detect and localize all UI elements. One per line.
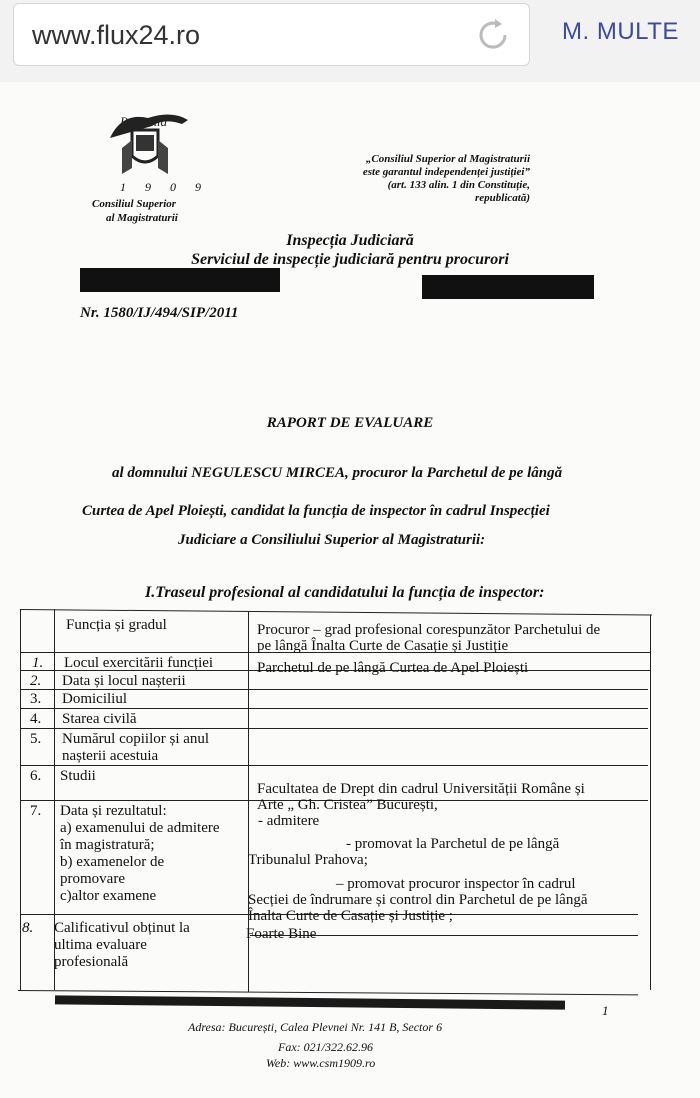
table-label: a) examenului de admitere	[60, 820, 220, 836]
table-value: Parchetul de pe lângă Curtea de Apel Ploiești	[257, 660, 529, 676]
table-value: Procuror – grad profesional corespunzător Parchetului de	[257, 622, 601, 638]
table-num: 7.	[30, 803, 42, 819]
logo-year: 1 9 0 9	[120, 180, 209, 194]
table-value: Arte „ Gh. Cristea” București,	[257, 797, 438, 813]
constitution-quote	[318, 153, 530, 205]
table-value: Secției de îndrumare și control din Parchetul de pe lângă	[248, 892, 588, 908]
table-label: ultima evaluare	[54, 937, 147, 953]
table-label: promovare	[60, 871, 125, 887]
table-label: Domiciliul	[62, 691, 127, 707]
footer-web: Web: www.csm1909.ro	[266, 1056, 376, 1070]
logo-text-line1: Consiliul Superior	[92, 198, 177, 210]
report-title: RAPORT DE EVALUARE	[266, 415, 434, 431]
table-value: - admitere	[258, 813, 320, 829]
redaction-bar-left	[80, 268, 280, 292]
redaction-bar-right	[422, 275, 594, 299]
table-label: Studii	[60, 768, 96, 784]
table-label: nașterii acestuia	[62, 748, 159, 764]
table-label: Data și rezultatul:	[60, 803, 167, 819]
intro-line: Judiciare a Consiliului Superior al Magistraturii:	[178, 532, 486, 548]
page-number: 1	[602, 1003, 609, 1018]
svg-text:Romania: Romania	[120, 114, 167, 129]
table-label: în magistratură;	[60, 837, 155, 853]
table-label: Data și locul nașterii	[62, 673, 186, 689]
table-value: Tribunalul Prahova;	[248, 852, 368, 868]
quote-line: este garantul independenței justiției”	[362, 166, 530, 178]
intro-line: Curtea de Apel Ploiești, candidat la funcția de inspector în cadrul Inspecției	[82, 503, 550, 519]
logo-text-line2: al Magistraturii	[106, 212, 178, 224]
table-label: b) examenelor de	[60, 854, 165, 870]
address-bar[interactable]	[13, 3, 530, 66]
table-label: c)altor examene	[60, 888, 157, 904]
table-num: 8.	[22, 920, 34, 936]
reload-icon[interactable]	[475, 17, 511, 53]
table-value: Foarte Bine	[246, 926, 317, 942]
table-num: 4.	[30, 711, 42, 727]
section-title: I.Traseul profesional al candidatului la funcția de inspector:	[145, 584, 545, 601]
quote-line: (art. 133 alin. 1 din Constituție,	[387, 179, 530, 191]
table-value: Înalta Curte de Casație și Justiție ;	[248, 908, 453, 924]
table-value: - promovat la Parchetul de pe lângă	[346, 836, 560, 852]
table-label: Calificativul obținut la	[54, 920, 190, 936]
table-label: Starea civilă	[62, 711, 137, 727]
table-num: 5.	[30, 731, 42, 747]
department-title: Inspecția Judiciară	[286, 232, 414, 249]
table-num: 6.	[30, 768, 42, 784]
quote-line: „Consiliul Superior al Magistraturii	[365, 153, 530, 165]
table-value: pe lângă Înalta Curte de Casație și Justiție	[257, 638, 509, 654]
table-value: Facultatea de Drept din cadrul Universității Române și	[257, 781, 585, 797]
quote-line: republicată)	[475, 192, 530, 204]
table-label: Locul exercitării funcției	[64, 655, 214, 671]
table-label: Numărul copiilor și anul	[62, 731, 210, 747]
csm-logo	[82, 108, 222, 226]
table-value: – promovat procuror inspector în cadrul	[336, 876, 576, 892]
service-title: Serviciul de inspecție judiciară pentru procurori	[191, 251, 509, 268]
intro-line: al domnului NEGULESCU MIRCEA, procuror la Parchetul de pe lângă	[112, 465, 563, 481]
more-menu-button[interactable]: M. MULTE	[562, 18, 679, 45]
footer-fax: Fax: 021/322.62.96	[278, 1040, 373, 1054]
table-num: 3.	[30, 691, 42, 707]
coat-of-arms-icon	[102, 108, 192, 186]
table-num: 1.	[32, 655, 44, 671]
table-num: 2.	[30, 673, 42, 689]
browser-toolbar	[0, 0, 700, 83]
table-label: profesională	[54, 954, 129, 970]
url-text[interactable]: www.flux24.ro	[32, 20, 201, 50]
registration-number: Nr. 1580/IJ/494/SIP/2011	[80, 305, 239, 321]
table-label: Funcția și gradul	[66, 617, 167, 633]
footer-address: Adresa: București, Calea Plevnei Nr. 141 B, Sector 6	[188, 1020, 443, 1034]
